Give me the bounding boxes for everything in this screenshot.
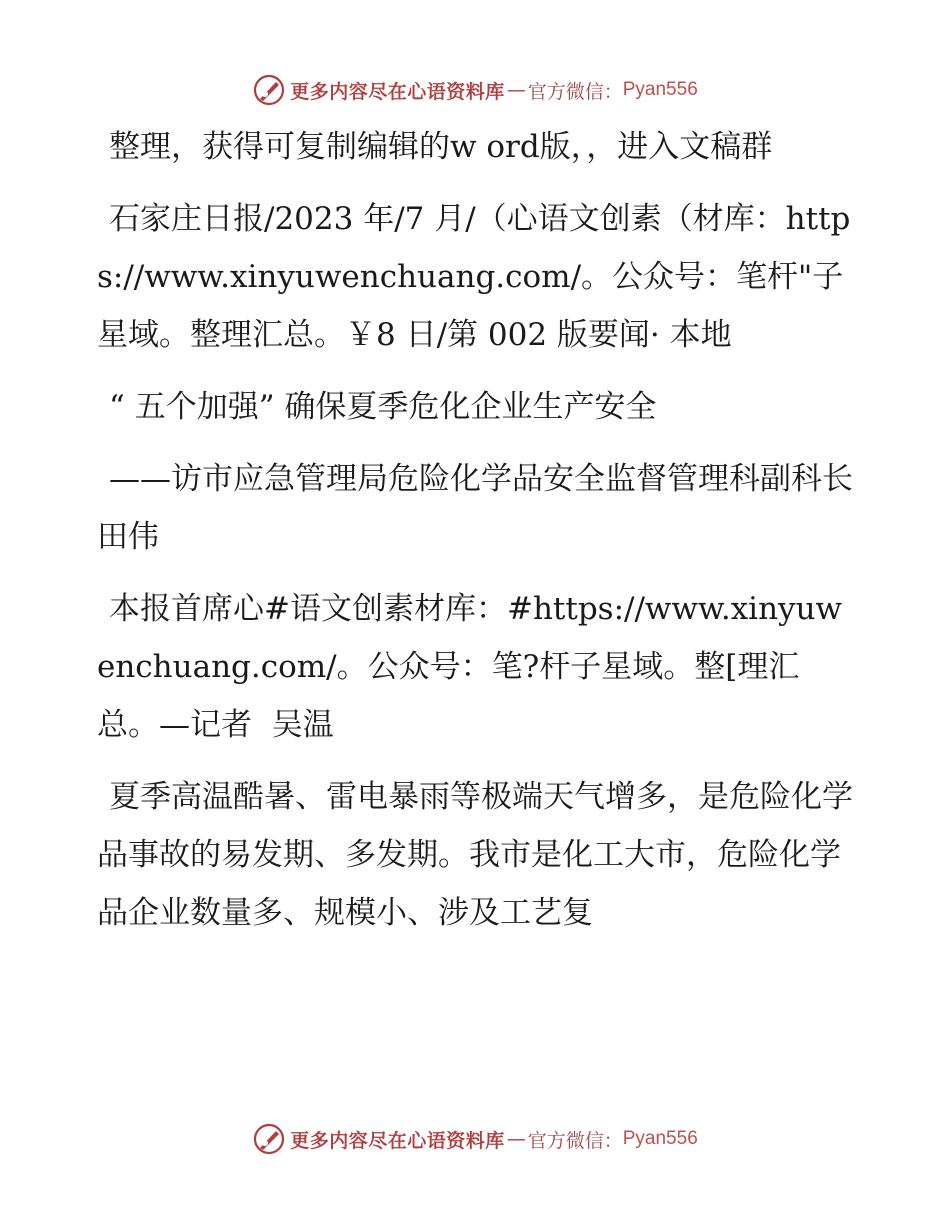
document-body bbox=[97, 118, 857, 942]
banner-label: 官方微信： bbox=[527, 80, 623, 103]
article-subtitle: ——访市应急管理局危险化学品安全监督管理科副科长田伟 bbox=[97, 461, 853, 555]
banner-dash: — bbox=[506, 79, 526, 101]
paragraph-source: 石家庄日报/2023 年/7 月/（心语文创素（材库：https://www.xinyuwenchuang.com/。公众号：笔杆"子星域。整理汇总。￥8 日/第 002 版要闻· 本地 bbox=[97, 201, 851, 353]
paragraph-intro: 整理，获得可复制编辑的w ord版，，进入文稿群 bbox=[109, 129, 773, 165]
article-body-paragraph: 夏季高温酷暑、雷电暴雨等极端天气增多，是危险化学品事故的易发期、多发期。我市是化工大市，危险化学品企业数量多、规模小、涉及工艺复 bbox=[97, 779, 853, 931]
banner-dash: — bbox=[506, 1128, 526, 1150]
banner-text: 更多内容尽在心语资料库 bbox=[290, 1129, 505, 1152]
article-byline: 本报首席心#语文创素材库：#https://www.xinyuwenchuang.com/。公众号：笔?杆子星域。整[理汇总。—记者 吴温 bbox=[97, 591, 843, 743]
banner-label: 官方微信： bbox=[527, 1129, 623, 1152]
footer-banner bbox=[0, 1119, 950, 1159]
banner-wechat-id: Pyan556 bbox=[622, 79, 698, 100]
quill-seal-icon bbox=[252, 73, 286, 107]
banner-text: 更多内容尽在心语资料库 bbox=[290, 80, 505, 103]
banner-wechat-id: Pyan556 bbox=[622, 1128, 698, 1149]
quill-seal-icon bbox=[252, 1122, 286, 1156]
article-title: “ 五个加强” 确保夏季危化企业生产安全 bbox=[109, 389, 657, 425]
header-banner bbox=[0, 70, 950, 110]
